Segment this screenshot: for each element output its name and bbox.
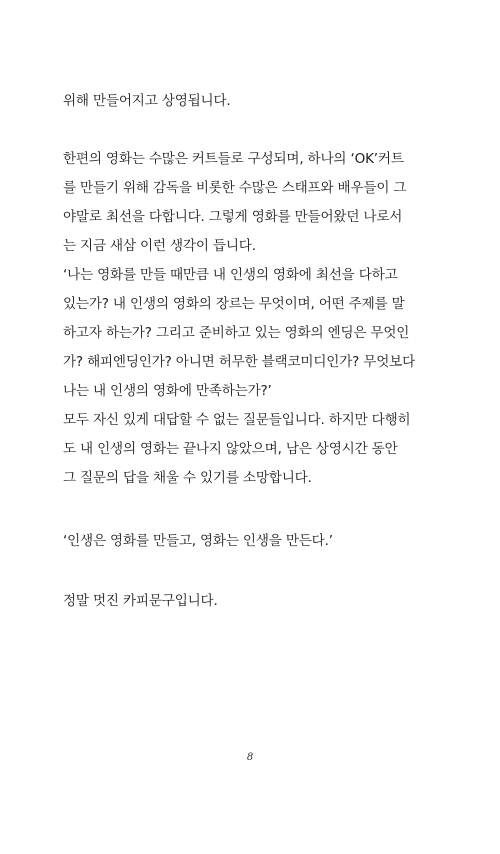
paragraph-quote <box>63 527 443 556</box>
text-line: 도 내 인생의 영화는 끝나지 않았으며, 남은 상영시간 동안 <box>63 441 398 457</box>
text-line: 있는가? 내 인생의 영화의 장르는 무엇이며, 어떤 주제를 말 <box>63 296 405 312</box>
paragraph-main <box>63 145 443 493</box>
text-line: 야말로 최선을 다합니다. 그렇게 영화를 만들어왔던 나로서 <box>63 209 403 225</box>
text-line: 모두 자신 있게 대답할 수 없는 질문들입니다. 하지만 다행히 <box>63 412 411 428</box>
paragraph-closing <box>63 587 443 616</box>
text-line: 는 지금 새삼 이런 생각이 듭니다. <box>63 238 256 254</box>
text-line: 하고자 하는가? 그리고 준비하고 있는 영화의 엔딩은 무엇인 <box>63 325 410 341</box>
text-line: 그 질문의 답을 채울 수 있기를 소망합니다. <box>63 470 312 486</box>
text-line: ‘나는 영화를 만들 때만큼 내 인생의 영화에 최선을 다하고 <box>63 267 398 283</box>
text-line: 위해 만들어지고 상영됩니다. <box>63 93 231 109</box>
text-line: 정말 멋진 카피문구입니다. <box>63 593 218 609</box>
text-line: 가? 해피엔딩인가? 아니면 허무한 블랙코미디인가? 무엇보다 <box>63 354 416 370</box>
text-line: 를 만들기 위해 감독을 비롯한 수많은 스태프와 배우들이 그 <box>63 180 407 196</box>
text-line: 한편의 영화는 수많은 커트들로 구성되며, 하나의 ‘OK’커트 <box>63 151 404 167</box>
text-line: 나는 내 인생의 영화에 만족하는가?’ <box>63 383 272 399</box>
paragraph-opening <box>63 87 443 116</box>
page-number: 8 <box>246 752 254 763</box>
quote-line: ‘인생은 영화를 만들고, 영화는 인생을 만든다.’ <box>63 533 333 549</box>
